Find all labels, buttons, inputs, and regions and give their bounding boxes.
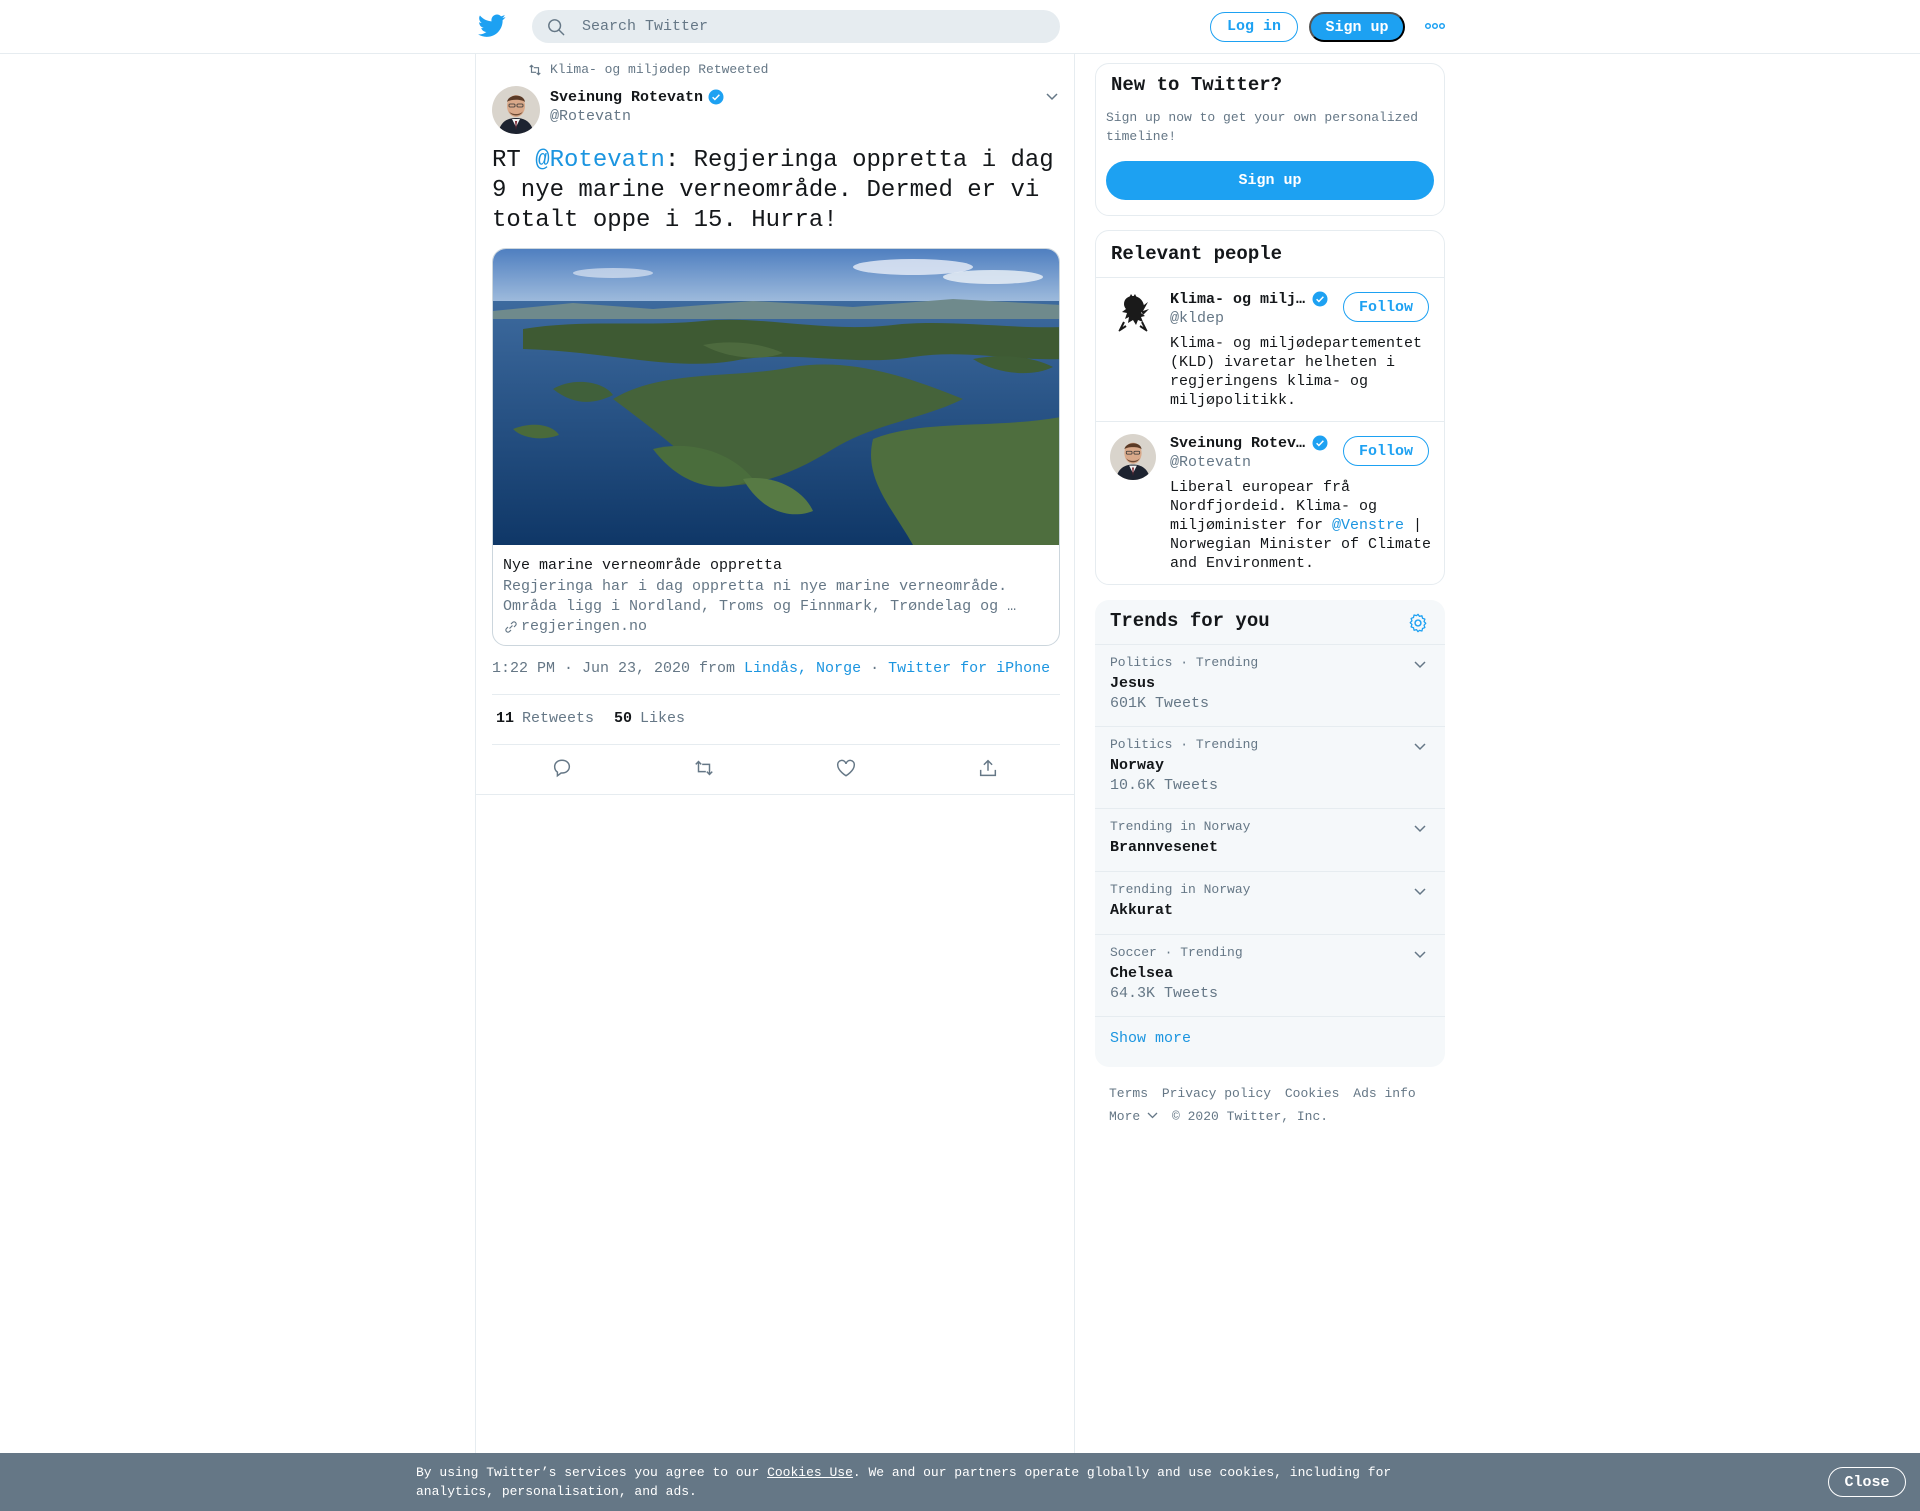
twitter-bird-icon[interactable]: [478, 14, 506, 38]
footer-link-terms[interactable]: Terms: [1109, 1086, 1149, 1101]
chevron-down-icon[interactable]: [1413, 947, 1427, 961]
card-description: Regjeringa har i dag oppretta ni nye marine verneområde. Områda ligg i Nordland, Troms og Finnmark, Trøndelag og …: [503, 578, 1017, 615]
avatar[interactable]: [492, 86, 540, 134]
person-name[interactable]: [1170, 434, 1329, 452]
link-icon: [503, 619, 519, 635]
tweet-text-body: : Regjeringa oppretta i dag 9 nye marine verneområde. Dermed er vi totalt oppe i 15. Hurra!: [492, 147, 1054, 234]
retweet-icon: [693, 757, 715, 779]
likes-stat[interactable]: 50 Likes: [614, 710, 686, 727]
more-options-icon[interactable]: [1424, 18, 1446, 34]
trend-name: Norway: [1110, 757, 1165, 774]
panel-title: Relevant people: [1111, 243, 1283, 265]
card-domain-text: regjeringen.no: [521, 618, 648, 635]
mention-link[interactable]: @Venstre: [1332, 517, 1405, 534]
retweet-button[interactable]: [690, 754, 718, 782]
divider: [492, 744, 1060, 745]
bio-text: Liberal europear frå Nordfjordeid. Klima- og miljøminister for: [1170, 479, 1378, 534]
source-link[interactable]: Twitter for iPhone: [888, 660, 1051, 677]
footer-more-label: More: [1109, 1109, 1141, 1124]
relevant-people-panel: [1095, 230, 1445, 585]
footer: [1109, 1082, 1439, 1128]
mention-link[interactable]: @Rotevatn: [535, 147, 665, 174]
follow-button[interactable]: Follow: [1343, 292, 1429, 322]
search-input[interactable]: [582, 10, 1042, 43]
author-name[interactable]: [550, 88, 725, 106]
divider: [476, 794, 1074, 795]
footer-more-menu[interactable]: [1109, 1109, 1158, 1124]
chevron-down-icon[interactable]: [1413, 657, 1427, 671]
panel-title: New to Twitter?: [1111, 74, 1283, 96]
trend-count: 10.6K Tweets: [1110, 777, 1219, 794]
chevron-down-icon[interactable]: [1413, 739, 1427, 753]
avatar[interactable]: [1110, 434, 1156, 480]
footer-link-cookies[interactable]: Cookies: [1284, 1086, 1340, 1101]
person-name-text: Klima- og milj…: [1170, 290, 1306, 308]
chevron-down-icon[interactable]: [1413, 821, 1427, 835]
retweets-stat[interactable]: 11 Retweets: [496, 710, 595, 727]
panel-subtitle: Sign up now to get your own personalized timeline!: [1106, 110, 1419, 144]
main-timeline-column: [475, 54, 1075, 1454]
heart-icon: [835, 757, 857, 779]
retweeted-by-label: Klima- og miljødep Retweeted: [550, 62, 769, 77]
person-name-text: Sveinung Rotev…: [1170, 434, 1306, 452]
trend-item[interactable]: [1095, 808, 1445, 871]
bio-text: | Norwegian Minister of Climate and Environment.: [1170, 517, 1432, 572]
author-handle[interactable]: @Rotevatn: [550, 108, 632, 125]
verified-badge-icon: [707, 88, 725, 106]
tweet-actions: [492, 754, 1060, 794]
avatar[interactable]: [1110, 290, 1156, 336]
card-title: Nye marine verneområde oppretta: [503, 557, 783, 574]
trend-name: Brannvesenet: [1110, 839, 1219, 856]
chevron-down-icon: [1147, 1111, 1158, 1120]
location-link[interactable]: Lindås, Norge: [744, 660, 862, 677]
divider: [492, 694, 1060, 695]
person-portrait-icon: [1110, 434, 1156, 480]
person-handle[interactable]: @kldep: [1170, 310, 1225, 327]
person-bio: [1170, 478, 1432, 573]
share-icon: [977, 757, 999, 779]
person-bio: Klima- og miljødepartementet (KLD) ivaretar helheten i regjeringens klima- og miljøpolitikk.: [1170, 335, 1423, 409]
copyright: © 2020 Twitter, Inc.: [1172, 1109, 1329, 1124]
search-bar[interactable]: [532, 10, 1060, 43]
cookie-text-after: . We and our partners operate globally and use cookies, including for analytics, personalisation, and ads.: [416, 1465, 1392, 1499]
footer-link-ads-info[interactable]: Ads info: [1353, 1086, 1416, 1101]
cookie-text: [416, 1463, 1416, 1501]
panel-title: Trends for you: [1110, 610, 1270, 632]
chevron-down-icon[interactable]: [1413, 884, 1427, 898]
trend-item[interactable]: [1095, 934, 1445, 1016]
trend-item[interactable]: [1095, 871, 1445, 934]
retweet-context[interactable]: [528, 62, 768, 77]
meta-separator: ·: [861, 660, 889, 677]
follow-button[interactable]: Follow: [1343, 436, 1429, 466]
cookies-use-link[interactable]: Cookies Use: [767, 1465, 853, 1480]
login-button[interactable]: Log in: [1210, 12, 1298, 42]
card-domain[interactable]: [503, 618, 647, 635]
show-more-link[interactable]: Show more: [1110, 1030, 1192, 1047]
trend-name: Chelsea: [1110, 965, 1174, 982]
divider: [1095, 1016, 1445, 1017]
trend-meta: Trending in Norway: [1110, 882, 1251, 897]
trend-item[interactable]: [1095, 644, 1445, 726]
trend-meta: Trending in Norway: [1110, 819, 1251, 834]
tweet-text-prefix: RT: [492, 147, 536, 174]
gear-icon[interactable]: [1407, 612, 1429, 634]
trend-meta: Politics · Trending: [1110, 655, 1259, 670]
person-card-rotevatn[interactable]: [1096, 422, 1444, 582]
trend-meta: Politics · Trending: [1110, 737, 1259, 752]
trend-count: 601K Tweets: [1110, 695, 1210, 712]
trend-count: 64.3K Tweets: [1110, 985, 1219, 1002]
new-to-twitter-panel: [1095, 63, 1445, 216]
author-name-text: Sveinung Rotevatn: [550, 88, 704, 106]
trends-panel: [1095, 600, 1445, 1067]
person-name[interactable]: [1170, 290, 1329, 308]
tweet-stats: [496, 710, 685, 727]
trend-item[interactable]: [1095, 726, 1445, 808]
share-button[interactable]: [974, 754, 1002, 782]
chevron-down-icon[interactable]: [1044, 88, 1060, 104]
signup-button[interactable]: Sign up: [1309, 12, 1405, 42]
person-card-kldep[interactable]: [1096, 278, 1444, 421]
person-handle[interactable]: @Rotevatn: [1170, 454, 1252, 471]
verified-badge-icon: [1311, 290, 1329, 308]
close-button[interactable]: Close: [1828, 1467, 1906, 1497]
cookie-banner: [0, 1453, 1920, 1511]
person-portrait-icon: [492, 86, 540, 134]
tweet-text: [492, 146, 1062, 236]
like-button[interactable]: [832, 754, 860, 782]
link-card[interactable]: [492, 248, 1060, 646]
trend-meta: Soccer · Trending: [1110, 945, 1243, 960]
norwegian-lion-crest-icon: [1110, 290, 1156, 336]
sidebar-signup-button[interactable]: Sign up: [1106, 161, 1434, 200]
tweet-timestamp[interactable]: 1:22 PM · Jun 23, 2020 from: [492, 660, 745, 677]
reply-button[interactable]: [548, 754, 576, 782]
verified-badge-icon: [1311, 434, 1329, 452]
trend-name: Jesus: [1110, 675, 1156, 692]
retweet-icon: [528, 63, 542, 77]
reply-icon: [551, 757, 573, 779]
footer-link-privacy[interactable]: Privacy policy: [1161, 1086, 1272, 1101]
tweet-metadata: [492, 660, 1050, 677]
card-image-coastline: [493, 249, 1060, 545]
trend-name: Akkurat: [1110, 902, 1174, 919]
search-icon: [547, 18, 565, 36]
cookie-text-before: By using Twitter’s services you agree to our: [416, 1465, 768, 1480]
top-bar: [0, 0, 1920, 54]
